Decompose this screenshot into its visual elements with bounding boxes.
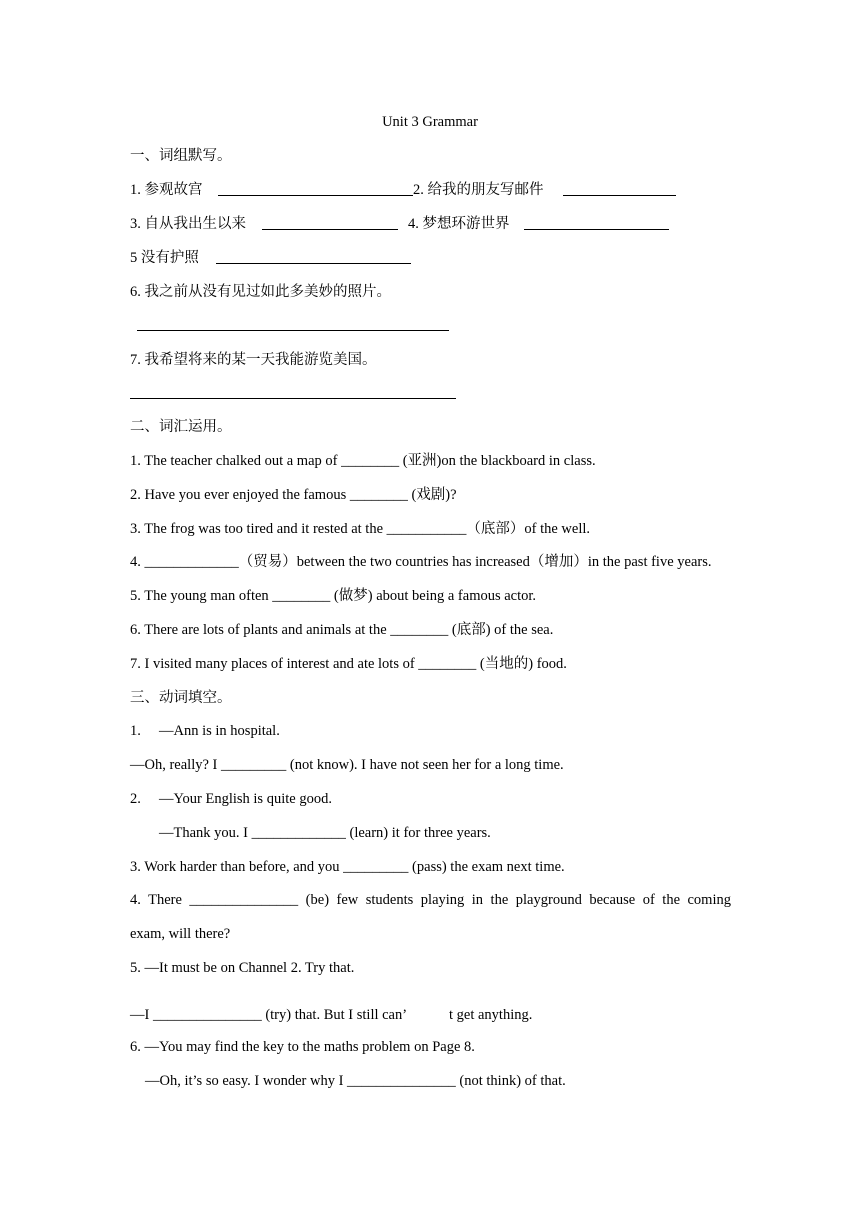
s1-q1-prompt: 1. 参观故宫 [130,182,203,198]
s1-q6-answer-line[interactable] [137,330,449,331]
s3-q4-line2: exam, will there? [130,926,231,942]
s2-item-6: 6. There are lots of plants and animals at the ________ (底部) of the sea. [130,622,554,638]
s1-q1 [130,181,203,199]
s2-item-7: 7. I visited many places of interest and ate lots of ________ (当地的) food. [130,656,567,672]
s1-q4-prompt: 4. 梦想环游世界 [408,216,510,232]
page-title: Unit 3 Grammar [382,114,478,130]
s3-q6-line2: —Oh, it’s so easy. I wonder why I _______________ (not think) of that. [145,1073,566,1089]
s3-q1-line2: —Oh, really? I _________ (not know). I have not seen her for a long time. [130,757,564,773]
s1-q7-answer-line[interactable] [130,398,456,399]
s2-item-1: 1. The teacher chalked out a map of ________ (亚洲)on the blackboard in class. [130,453,596,469]
s1-q3-blank[interactable] [262,229,398,230]
s2-item-4: 4. _____________（贸易）between the two countries has increased（增加）in the past five years. [130,554,712,570]
s1-q5-prompt: 5 没有护照 [130,250,199,266]
s3-q2-number: 2. [130,791,141,807]
s1-q5-blank[interactable] [216,263,411,264]
s3-q3: 3. Work harder than before, and you _________ (pass) the exam next time. [130,859,565,875]
s3-q6-line1: 6. —You may find the key to the maths problem on Page 8. [130,1039,475,1055]
s1-q4-blank[interactable] [524,229,669,230]
s1-q2-prompt: 2. 给我的朋友写邮件 [413,182,544,198]
s3-q2-line2: —Thank you. I _____________ (learn) it for three years. [159,825,491,841]
section1-heading: 一、词组默写。 [130,148,232,164]
s2-item-2: 2. Have you ever enjoyed the famous ________ (戏剧)? [130,487,457,503]
s2-item-5: 5. The young man often ________ (做梦) about being a famous actor. [130,588,537,604]
s3-q4-line1: 4. There _______________ (be) few students playing in the playground because of the coming [130,892,731,908]
s2-item-3: 3. The frog was too tired and it rested at the ___________（底部）of the well. [130,521,591,537]
section3-heading: 三、动词填空。 [130,690,232,706]
s3-q5-line1: 5. —It must be on Channel 2. Try that. [130,960,355,976]
s1-q3-prompt: 3. 自从我出生以来 [130,216,246,232]
s3-q1-number: 1. [130,723,141,739]
s3-q1-line1: —Ann is in hospital. [159,723,280,739]
s3-q5-line2b: t get anything. [449,1007,533,1023]
s3-q5-line2a: —I _______________ (try) that. But I still can’ [130,1007,408,1023]
s1-q6-prompt: 6. 我之前从没有见过如此多美妙的照片。 [130,284,391,300]
s1-q2-blank[interactable] [563,195,676,196]
s3-q2-line1: —Your English is quite good. [159,791,332,807]
s1-q7-prompt: 7. 我希望将来的某一天我能游览美国。 [130,352,377,368]
s1-q1-blank[interactable] [218,195,413,196]
section2-heading: 二、词汇运用。 [130,419,232,435]
